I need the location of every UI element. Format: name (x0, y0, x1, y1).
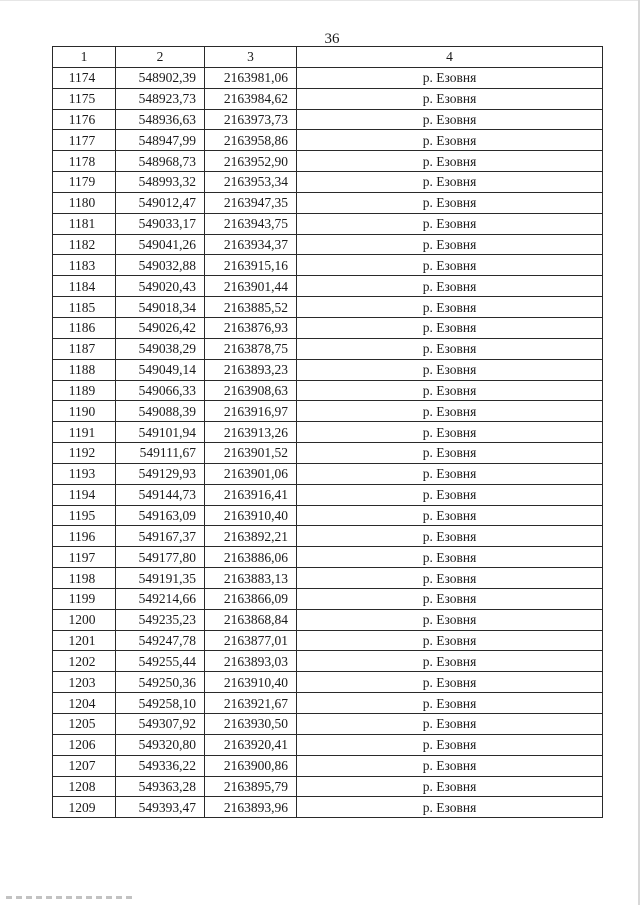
cell-coordinate-y: 2163981,06 (205, 67, 297, 88)
cell-point-number: 1206 (53, 734, 116, 755)
cell-coordinate-x: 549258,10 (116, 693, 205, 714)
cell-point-number: 1191 (53, 422, 116, 443)
cell-coordinate-x: 549038,29 (116, 338, 205, 359)
table-row (53, 443, 603, 464)
cell-coordinate-x: 549041,26 (116, 234, 205, 255)
cell-coordinate-x: 549066,33 (116, 380, 205, 401)
cell-coordinate-x: 549163,09 (116, 505, 205, 526)
cell-description: р. Езовня (297, 755, 603, 776)
cell-description: р. Езовня (297, 484, 603, 505)
cell-description: р. Езовня (297, 234, 603, 255)
table-row (53, 359, 603, 380)
cell-coordinate-y: 2163901,44 (205, 276, 297, 297)
cell-coordinate-x: 549049,14 (116, 359, 205, 380)
cell-coordinate-x: 549012,47 (116, 192, 205, 213)
cell-description: р. Езовня (297, 443, 603, 464)
cell-coordinate-x: 549020,43 (116, 276, 205, 297)
cell-description: р. Езовня (297, 609, 603, 630)
cell-coordinate-y: 2163915,16 (205, 255, 297, 276)
column-header-4: 4 (297, 47, 603, 68)
cell-point-number: 1198 (53, 568, 116, 589)
cell-point-number: 1179 (53, 172, 116, 193)
cell-coordinate-x: 549393,47 (116, 797, 205, 818)
table-row (53, 526, 603, 547)
cell-point-number: 1188 (53, 359, 116, 380)
column-header-2: 2 (116, 47, 205, 68)
cell-point-number: 1187 (53, 338, 116, 359)
cell-description: р. Езовня (297, 317, 603, 338)
cell-description: р. Езовня (297, 359, 603, 380)
cell-description: р. Езовня (297, 255, 603, 276)
cell-coordinate-x: 549250,36 (116, 672, 205, 693)
cell-coordinate-y: 2163893,96 (205, 797, 297, 818)
cell-coordinate-x: 549307,92 (116, 714, 205, 735)
table-row (53, 422, 603, 443)
cell-coordinate-y: 2163920,41 (205, 734, 297, 755)
cell-point-number: 1183 (53, 255, 116, 276)
table-row (53, 234, 603, 255)
table-row (53, 317, 603, 338)
cell-point-number: 1185 (53, 297, 116, 318)
cell-description: р. Езовня (297, 276, 603, 297)
cell-coordinate-y: 2163930,50 (205, 714, 297, 735)
cell-description: р. Езовня (297, 380, 603, 401)
table-row (53, 630, 603, 651)
cell-coordinate-x: 549032,88 (116, 255, 205, 276)
table-header-row (53, 47, 603, 68)
table-row (53, 651, 603, 672)
cell-coordinate-y: 2163900,86 (205, 755, 297, 776)
cell-coordinate-y: 2163893,23 (205, 359, 297, 380)
cell-coordinate-x: 548936,63 (116, 109, 205, 130)
table-body (53, 47, 603, 818)
cell-coordinate-y: 2163934,37 (205, 234, 297, 255)
cell-coordinate-y: 2163984,62 (205, 88, 297, 109)
table-row (53, 714, 603, 735)
cell-description: р. Езовня (297, 422, 603, 443)
cell-coordinate-x: 549129,93 (116, 463, 205, 484)
page-number: 36 (324, 31, 340, 47)
cell-point-number: 1209 (53, 797, 116, 818)
table-row (53, 588, 603, 609)
table-row (53, 130, 603, 151)
cell-point-number: 1196 (53, 526, 116, 547)
cell-coordinate-y: 2163885,52 (205, 297, 297, 318)
cell-coordinate-y: 2163883,13 (205, 568, 297, 589)
cell-description: р. Езовня (297, 151, 603, 172)
cell-coordinate-x: 549336,22 (116, 755, 205, 776)
cell-point-number: 1186 (53, 317, 116, 338)
cell-coordinate-x: 549247,78 (116, 630, 205, 651)
cell-description: р. Езовня (297, 568, 603, 589)
cell-point-number: 1181 (53, 213, 116, 234)
table-row (53, 484, 603, 505)
cell-description: р. Езовня (297, 505, 603, 526)
cell-coordinate-y: 2163916,97 (205, 401, 297, 422)
cell-point-number: 1184 (53, 276, 116, 297)
table-row (53, 547, 603, 568)
cell-point-number: 1201 (53, 630, 116, 651)
cell-point-number: 1177 (53, 130, 116, 151)
cell-coordinate-y: 2163973,73 (205, 109, 297, 130)
table-row (53, 505, 603, 526)
cell-description: р. Езовня (297, 797, 603, 818)
cell-coordinate-x: 549235,23 (116, 609, 205, 630)
table-row (53, 380, 603, 401)
table-row (53, 213, 603, 234)
cell-coordinate-y: 2163868,84 (205, 609, 297, 630)
cell-coordinate-x: 549111,67 (116, 443, 205, 464)
cell-point-number: 1202 (53, 651, 116, 672)
cell-coordinate-x: 548947,99 (116, 130, 205, 151)
cell-description: р. Езовня (297, 672, 603, 693)
cell-description: р. Езовня (297, 297, 603, 318)
cell-point-number: 1199 (53, 588, 116, 609)
cell-point-number: 1192 (53, 443, 116, 464)
cell-coordinate-y: 2163908,63 (205, 380, 297, 401)
cell-description: р. Езовня (297, 130, 603, 151)
cell-coordinate-y: 2163952,90 (205, 151, 297, 172)
cell-point-number: 1189 (53, 380, 116, 401)
cell-coordinate-y: 2163958,86 (205, 130, 297, 151)
cell-coordinate-x: 549177,80 (116, 547, 205, 568)
cell-point-number: 1178 (53, 151, 116, 172)
cell-coordinate-x: 549033,17 (116, 213, 205, 234)
cell-coordinate-y: 2163866,09 (205, 588, 297, 609)
cell-coordinate-x: 548968,73 (116, 151, 205, 172)
cell-description: р. Езовня (297, 734, 603, 755)
cell-point-number: 1203 (53, 672, 116, 693)
cell-description: р. Езовня (297, 109, 603, 130)
cell-coordinate-y: 2163886,06 (205, 547, 297, 568)
cell-coordinate-x: 549167,37 (116, 526, 205, 547)
cell-coordinate-x: 549018,34 (116, 297, 205, 318)
cell-point-number: 1207 (53, 755, 116, 776)
cell-coordinate-y: 2163901,52 (205, 443, 297, 464)
column-header-1: 1 (53, 47, 116, 68)
cell-coordinate-y: 2163916,41 (205, 484, 297, 505)
table-row (53, 755, 603, 776)
cell-coordinate-y: 2163947,35 (205, 192, 297, 213)
table-row (53, 151, 603, 172)
cell-coordinate-y: 2163913,26 (205, 422, 297, 443)
cell-point-number: 1174 (53, 67, 116, 88)
cell-coordinate-x: 549191,35 (116, 568, 205, 589)
cell-point-number: 1194 (53, 484, 116, 505)
cell-description: р. Езовня (297, 67, 603, 88)
cell-description: р. Езовня (297, 776, 603, 797)
cell-coordinate-x: 548923,73 (116, 88, 205, 109)
cell-coordinate-y: 2163953,34 (205, 172, 297, 193)
coordinates-table (52, 46, 603, 818)
table-row (53, 672, 603, 693)
cell-coordinate-y: 2163910,40 (205, 672, 297, 693)
table-row (53, 172, 603, 193)
cell-coordinate-y: 2163892,21 (205, 526, 297, 547)
cell-coordinate-x: 549214,66 (116, 588, 205, 609)
cell-description: р. Езовня (297, 693, 603, 714)
cell-coordinate-y: 2163878,75 (205, 338, 297, 359)
table-row (53, 88, 603, 109)
cell-point-number: 1176 (53, 109, 116, 130)
cell-description: р. Езовня (297, 526, 603, 547)
cell-coordinate-y: 2163943,75 (205, 213, 297, 234)
cell-coordinate-y: 2163901,06 (205, 463, 297, 484)
cell-point-number: 1200 (53, 609, 116, 630)
cell-description: р. Езовня (297, 192, 603, 213)
column-header-3: 3 (205, 47, 297, 68)
cell-description: р. Езовня (297, 88, 603, 109)
cell-coordinate-y: 2163893,03 (205, 651, 297, 672)
cell-coordinate-x: 549320,80 (116, 734, 205, 755)
cell-coordinate-x: 549101,94 (116, 422, 205, 443)
cell-coordinate-y: 2163921,67 (205, 693, 297, 714)
cell-coordinate-y: 2163910,40 (205, 505, 297, 526)
cell-description: р. Езовня (297, 172, 603, 193)
cell-point-number: 1180 (53, 192, 116, 213)
table-row (53, 255, 603, 276)
cell-description: р. Езовня (297, 651, 603, 672)
table-row (53, 797, 603, 818)
table-row (53, 463, 603, 484)
table-row (53, 734, 603, 755)
cell-coordinate-x: 549088,39 (116, 401, 205, 422)
cell-point-number: 1190 (53, 401, 116, 422)
table-row (53, 192, 603, 213)
cell-description: р. Езовня (297, 547, 603, 568)
cell-coordinate-x: 549255,44 (116, 651, 205, 672)
cell-point-number: 1193 (53, 463, 116, 484)
cell-point-number: 1195 (53, 505, 116, 526)
cell-description: р. Езовня (297, 463, 603, 484)
table-row (53, 67, 603, 88)
cell-coordinate-y: 2163895,79 (205, 776, 297, 797)
table-row (53, 776, 603, 797)
cell-coordinate-x: 548902,39 (116, 67, 205, 88)
cell-coordinate-y: 2163877,01 (205, 630, 297, 651)
cell-description: р. Езовня (297, 588, 603, 609)
table-row (53, 109, 603, 130)
scan-top-edge (0, 0, 640, 1)
cell-description: р. Езовня (297, 338, 603, 359)
cell-point-number: 1205 (53, 714, 116, 735)
table-row (53, 568, 603, 589)
cell-point-number: 1208 (53, 776, 116, 797)
cell-description: р. Езовня (297, 714, 603, 735)
cell-point-number: 1182 (53, 234, 116, 255)
cell-description: р. Езовня (297, 630, 603, 651)
table-row (53, 338, 603, 359)
scan-artifact (6, 896, 136, 899)
cell-coordinate-x: 549026,42 (116, 317, 205, 338)
table-row (53, 609, 603, 630)
cell-point-number: 1175 (53, 88, 116, 109)
table-row (53, 401, 603, 422)
cell-coordinate-x: 548993,32 (116, 172, 205, 193)
table-row (53, 276, 603, 297)
cell-point-number: 1204 (53, 693, 116, 714)
cell-coordinate-x: 549144,73 (116, 484, 205, 505)
cell-point-number: 1197 (53, 547, 116, 568)
cell-coordinate-y: 2163876,93 (205, 317, 297, 338)
table-row (53, 297, 603, 318)
cell-description: р. Езовня (297, 401, 603, 422)
table-row (53, 693, 603, 714)
cell-coordinate-x: 549363,28 (116, 776, 205, 797)
cell-description: р. Езовня (297, 213, 603, 234)
